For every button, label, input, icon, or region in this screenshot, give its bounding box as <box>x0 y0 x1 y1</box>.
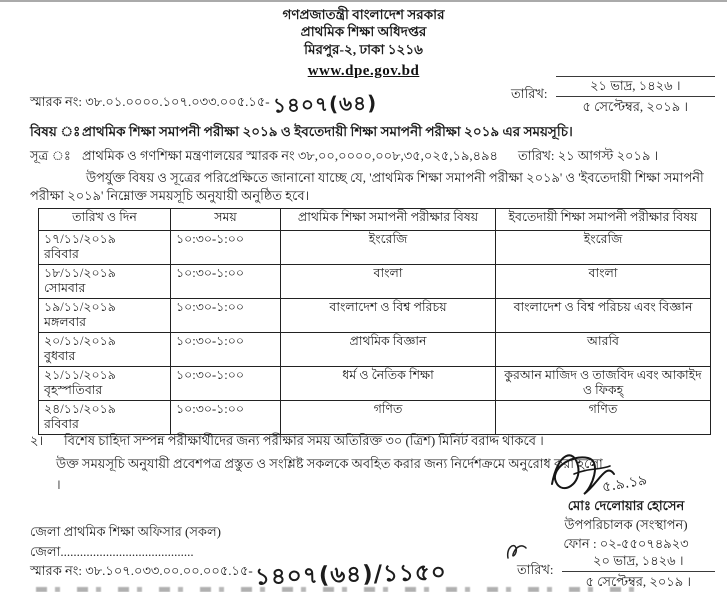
memo-number-handwritten: ১৪০৭(৬৪)/১১৫০ <box>254 559 447 591</box>
cell-date-day <box>39 401 171 435</box>
cell-primary-subject: বাংলাদেশ ও বিশ্ব পরিচয় <box>281 299 496 333</box>
cell-date: ১৮/১১/২০১৯ <box>44 266 116 280</box>
header-time: সময় <box>171 209 281 231</box>
date-stack <box>556 76 715 116</box>
reference-date: তারিখ: ২১ আগস্ট ২০১৯ । <box>517 148 659 163</box>
office-address: মিরপুর-২, ঢাকা ১২১৬ <box>304 41 423 57</box>
letterhead <box>0 6 727 81</box>
signatory-block <box>533 497 719 554</box>
directorate-name: প্রাথমিক শিক্ষা অধিদপ্তর <box>300 24 427 40</box>
cell-ebtedayee-subject: বাংলাদেশ ও বিশ্ব পরিচয় এবং বিজ্ঞান <box>496 299 711 333</box>
cell-date-day <box>39 265 171 299</box>
memo-number-printed: স্মারক নং: ৩৮.১০৭.০৩৩.০০.০০.০০৫.১৫- <box>30 563 253 578</box>
subject-text: প্রাথমিক শিক্ষা সমাপনী পরীক্ষা ২০১৯ ও ইবতেদায়ী শিক্ষা সমাপনী পরীক্ষা ২০১৯ এর সময়সূচি। <box>82 124 573 139</box>
date-stack <box>562 552 715 591</box>
cell-time: ১০:৩০-১:০০ <box>171 401 281 435</box>
table-header-row <box>39 209 711 231</box>
website-url: www.dpe.gov.bd <box>307 62 420 79</box>
cutoff-text-remnant <box>36 587 646 592</box>
table-row <box>39 333 711 367</box>
cell-date: ২১/১১/২০১৯ <box>44 368 116 382</box>
signatory-name: মোঃ দেলোয়ার হোসেন <box>567 498 685 513</box>
table-row <box>39 299 711 333</box>
table-row <box>39 231 711 265</box>
cell-time: ১০:৩০-১:০০ <box>171 265 281 299</box>
body-paragraph: উপর্যুক্ত বিষয় ও সূত্রের পরিপ্রেক্ষিতে জানানো যাচ্ছে যে, 'প্রাথমিক শিক্ষা সমাপনী পরীক্ষা ২০১৯' ও 'ইবতেদায়ী শিক্ষা সমাপনী পরীক্ষা ২০১৯' নিম্নোক্ত সময়সূচি অনুযায়ী অনুষ্ঠিত হবে। <box>30 170 704 204</box>
cell-primary-subject: গণিত <box>281 401 496 435</box>
cell-primary-subject: প্রাথমিক বিজ্ঞান <box>281 333 496 367</box>
reference-label: সূত্র ঃ <box>30 148 71 163</box>
table-row <box>39 401 711 435</box>
page-top-edge <box>0 0 727 2</box>
subject-label: বিষয় ঃ <box>30 124 81 139</box>
cell-date-day <box>39 299 171 333</box>
signature-date-handwritten: ৫.৯.১৯ <box>600 472 649 496</box>
cell-ebtedayee-subject: কুরআন মাজিদ ও তাজবিদ এবং আকাইদ ও ফিকহ্ <box>496 367 711 401</box>
cell-date-day <box>39 367 171 401</box>
cell-day: বৃহস্পতিবার <box>44 382 103 397</box>
cell-day: বুধবার <box>44 348 76 363</box>
memo-number-printed: স্মারক নং: ৩৮.০১.০০০০.১০৭.০৩৩.০০৫.১৫- <box>30 94 270 109</box>
header-ebtedayee-subject: ইবতেদায়ী শিক্ষা সমাপনী পরীক্ষার বিষয় <box>496 209 711 231</box>
header-primary-subject: প্রাথমিক শিক্ষা সমাপনী পরীক্ষার বিষয় <box>281 209 496 231</box>
date-label: তারিখ: <box>511 86 548 102</box>
bangla-date: ২১ ভাদ্র, ১৪২৬ । <box>556 76 715 97</box>
table-row <box>39 367 711 401</box>
cell-day: রবিবার <box>44 416 79 431</box>
cell-time: ১০:৩০-১:০০ <box>171 367 281 401</box>
cell-date: ১৯/১১/২০১৯ <box>44 300 116 314</box>
closing-line: উক্ত সময়সূচি অনুযায়ী প্রবেশপত্র প্রস্তুত ও সংশ্লিষ্ট সকলকে অবহিত করার জন্য নির্দেশক্রমে অনুরোধ করা হলো । <box>56 456 603 492</box>
cell-date-day <box>39 333 171 367</box>
reference-row <box>30 147 711 168</box>
exam-schedule-table <box>38 208 711 435</box>
header-date-day: তারিখ ও দিন <box>39 209 171 231</box>
note-number: ২। <box>30 433 44 448</box>
date-block-bottom <box>517 552 715 591</box>
memo-number-top <box>30 90 377 123</box>
cell-time: ১০:৩০-১:০০ <box>171 299 281 333</box>
distribution-district-line: জেলা......................................... <box>30 543 194 559</box>
cell-date: ১৭/১১/২০১৯ <box>44 232 116 246</box>
date-block-top <box>511 76 715 116</box>
bangla-date: ২০ ভাদ্র, ১৪২৬ । <box>562 552 715 572</box>
government-name: গণপ্রজাতন্ত্রী বাংলাদেশ সরকার <box>282 7 445 22</box>
cell-date: ২০/১১/২০১৯ <box>44 334 116 348</box>
gregorian-date: ৫ সেপ্টেম্বর, ২০১৯ । <box>585 574 692 590</box>
signature-area <box>540 444 690 504</box>
date-label: তারিখ: <box>517 561 554 577</box>
cell-day: রবিবার <box>44 246 79 261</box>
cell-primary-subject: ইংরেজি <box>281 231 496 265</box>
signatory-designation: উপপরিচালক (সংস্থাপন) <box>564 516 688 532</box>
cell-time: ১০:৩০-১:০০ <box>171 231 281 265</box>
distribution-recipient: জেলা প্রাথমিক শিক্ষা অফিসার (সকল) <box>30 524 222 539</box>
cell-ebtedayee-subject: গণিত <box>496 401 711 435</box>
cell-date: ২৪/১১/২০১৯ <box>44 402 116 416</box>
memo-number-handwritten: ১৪০৭(৬৪) <box>272 90 378 118</box>
signatory-phone: ফোন : ০২-৫৫০৭৪৯২৩ <box>563 535 689 551</box>
gregorian-date: ৫ সেপ্টেম্বর, ২০১৯ । <box>582 99 689 115</box>
cell-day: সোমবার <box>44 280 86 295</box>
cell-time: ১০:৩০-১:০০ <box>171 333 281 367</box>
subject-row <box>30 121 711 144</box>
cell-primary-subject: বাংলা <box>281 265 496 299</box>
note-text: বিশেষ চাহিদা সম্পন্ন পরীক্ষার্থীদের জন্য পরীক্ষার সময় অতিরিক্ত ৩০ (ত্রিশ) মিনিট বরাদ্দ থাকবে । <box>64 433 544 448</box>
cell-date-day <box>39 231 171 265</box>
cell-day: মঙ্গলবার <box>44 314 87 329</box>
table-row <box>39 265 711 299</box>
cell-primary-subject: ধর্ম ও নৈতিক শিক্ষা <box>281 367 496 401</box>
reference-text: প্রাথমিক ও গণশিক্ষা মন্ত্রণালয়ের স্মারক নং ৩৮,০০,০০০০,০০৮,৩৫,০২৫,১৯,৪৯৪ <box>82 148 498 163</box>
cell-ebtedayee-subject: বাংলা <box>496 265 711 299</box>
cell-ebtedayee-subject: আরবি <box>496 333 711 367</box>
cell-ebtedayee-subject: ইংরেজি <box>496 231 711 265</box>
